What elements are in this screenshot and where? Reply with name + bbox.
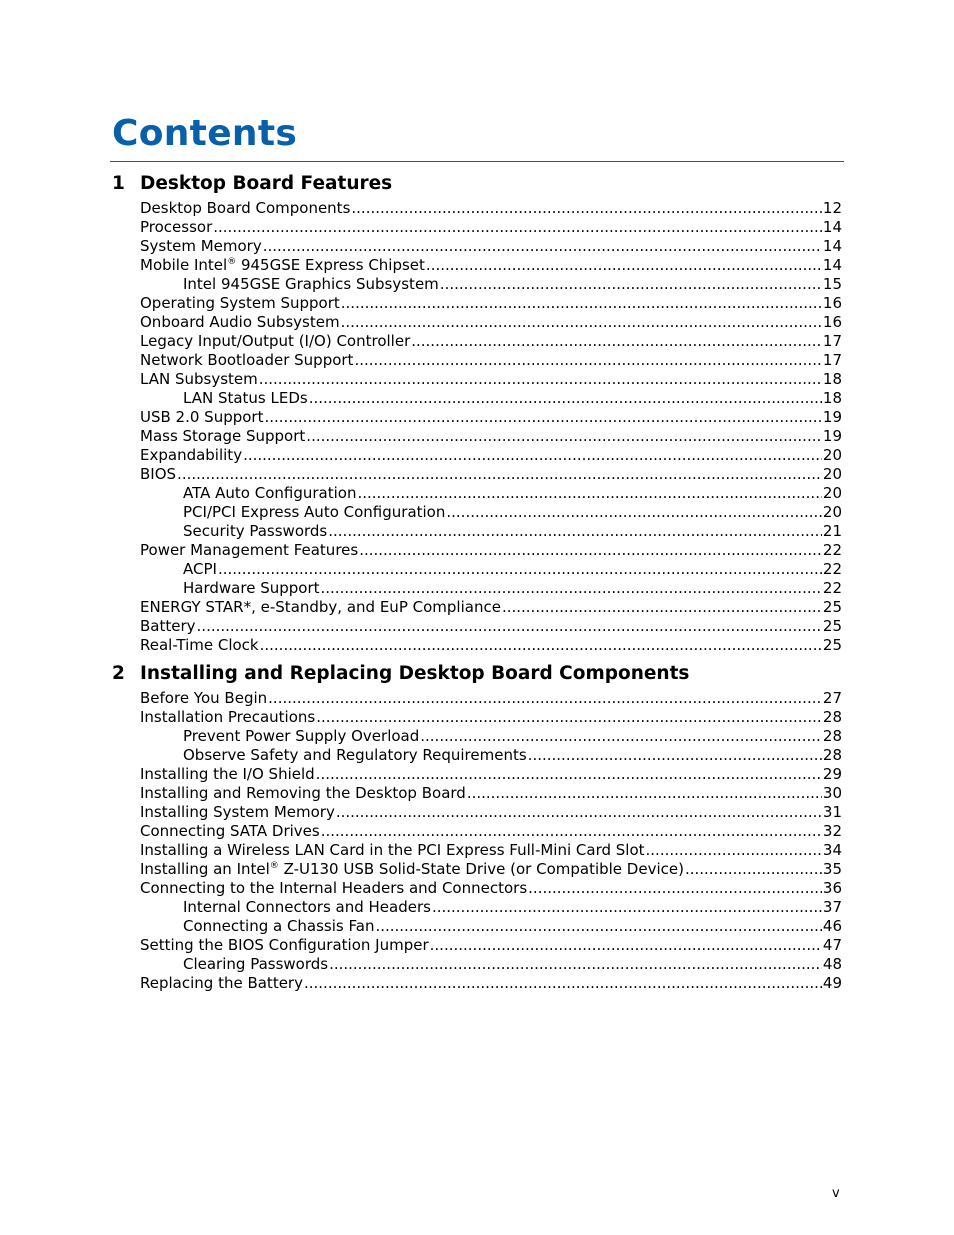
toc-entry[interactable] [183, 560, 842, 579]
toc-entry-page: 18 [822, 370, 842, 388]
toc-entry-page: 19 [822, 408, 842, 426]
toc-entry[interactable] [140, 256, 842, 275]
dot-leader [502, 598, 822, 617]
toc-entry-text: System Memory [140, 237, 262, 255]
dot-leader [316, 708, 822, 727]
toc-entry-text: Processor [140, 218, 213, 236]
dot-leader [218, 560, 822, 579]
toc-entry[interactable] [140, 598, 842, 617]
toc-entry-page: 20 [822, 446, 842, 464]
toc-entry-text: Battery [140, 617, 196, 635]
toc-entry-text: Replacing the Battery [140, 974, 303, 992]
dot-leader [264, 408, 821, 427]
toc-entry[interactable] [183, 389, 842, 408]
toc-entry-label [140, 237, 262, 256]
dot-leader [467, 784, 822, 803]
toc-entry-label [183, 560, 217, 579]
toc-entry[interactable] [140, 465, 842, 484]
toc-entry-label [140, 427, 305, 446]
toc-entry-label [140, 294, 340, 313]
toc-entry[interactable] [140, 879, 842, 898]
toc-entry-text: ATA Auto Configuration [183, 484, 357, 502]
toc-entry[interactable] [140, 784, 842, 803]
toc-entry-text: Legacy Input/Output (I/O) Controller [140, 332, 411, 350]
toc-entry-label [183, 898, 431, 917]
toc-entry[interactable] [140, 541, 842, 560]
toc-entry-page: 20 [822, 484, 842, 502]
toc-entry-page: 27 [822, 689, 842, 707]
dot-leader [432, 898, 822, 917]
toc-entry-label [140, 822, 320, 841]
toc-entry[interactable] [140, 765, 842, 784]
toc-entry-page: 47 [822, 936, 842, 954]
toc-entry-text: Network Bootloader Support [140, 351, 354, 369]
toc-entry-label [140, 446, 242, 465]
toc-entry[interactable] [140, 427, 842, 446]
toc-entry-page: 17 [822, 351, 842, 369]
toc-entry-label [183, 955, 328, 974]
chapter-heading[interactable] [112, 172, 842, 196]
toc-entry-text: Installation Precautions [140, 708, 316, 726]
toc-entry-label [140, 765, 315, 784]
dot-leader [336, 803, 822, 822]
dot-leader [309, 389, 822, 408]
toc-entry[interactable] [140, 351, 842, 370]
toc-entry[interactable] [140, 841, 842, 860]
toc-entry-page: 14 [822, 256, 842, 274]
toc-entry-label [183, 917, 374, 936]
toc-entry-text: Desktop Board Components [140, 199, 351, 217]
dot-leader [213, 218, 822, 237]
toc-entry-page: 25 [822, 636, 842, 654]
toc-entry[interactable] [140, 860, 842, 879]
toc-entry-text: BIOS [140, 465, 177, 483]
toc-entry-text: Real-Time Clock [140, 636, 259, 654]
page-title: Contents [112, 113, 298, 154]
toc-entry-page: 15 [822, 275, 842, 293]
toc-entry-text: Observe Safety and Regulatory Requirements [183, 746, 527, 764]
dot-leader [306, 427, 822, 446]
toc-entry-label [140, 617, 196, 636]
toc-entry-page: 30 [822, 784, 842, 802]
toc-entry-text: Connecting SATA Drives [140, 822, 320, 840]
toc-entry-text: Before You Begin [140, 689, 268, 707]
toc-entry[interactable] [140, 936, 842, 955]
toc-entry-label [140, 636, 259, 655]
dot-leader [321, 579, 822, 598]
dot-leader [263, 237, 822, 256]
toc-entry-label [183, 727, 419, 746]
chapter-title: Desktop Board Features [140, 173, 393, 194]
toc-entry-page: 20 [822, 503, 842, 521]
dot-leader [260, 636, 822, 655]
dot-leader [430, 936, 822, 955]
chapter-number: 1 [112, 173, 125, 194]
toc-entry-text: Intel 945GSE Graphics Subsystem [183, 275, 439, 293]
toc-entry-page: 19 [822, 427, 842, 445]
toc-entry-page: 28 [822, 746, 842, 764]
toc-entry[interactable] [140, 237, 842, 256]
dot-leader [328, 522, 822, 541]
dot-leader [420, 727, 822, 746]
toc-entry-text: Clearing Passwords [183, 955, 329, 973]
toc-entry-text: Operating System Support [140, 294, 340, 312]
dot-leader [268, 689, 822, 708]
toc-entry-text: 945GSE Express Chipset [236, 256, 425, 274]
toc-entry-label [183, 579, 320, 598]
toc-entry[interactable] [140, 689, 842, 708]
title-divider [110, 161, 844, 162]
toc-entry-label [140, 598, 501, 617]
toc-entry-text: Internal Connectors and Headers [183, 898, 431, 916]
toc-entry[interactable] [140, 803, 842, 822]
toc-entry-page: 22 [822, 560, 842, 578]
toc-entry-label [140, 803, 335, 822]
toc-entry[interactable] [183, 955, 842, 974]
registered-mark: ® [227, 257, 237, 267]
toc-entry[interactable] [183, 727, 842, 746]
toc-entry-text: LAN Subsystem [140, 370, 258, 388]
toc-entry-label [140, 689, 267, 708]
dot-leader [304, 974, 822, 993]
toc-entry-label [183, 275, 439, 294]
toc-entry-text: Connecting to the Internal Headers and Connectors [140, 879, 528, 897]
toc-entry-label [140, 332, 410, 351]
toc-entry-page: 16 [822, 313, 842, 331]
toc-entry[interactable] [183, 522, 842, 541]
toc-entry-label [140, 218, 212, 237]
dot-leader [321, 822, 822, 841]
toc-entry[interactable] [183, 746, 842, 765]
toc-entry-label [140, 313, 340, 332]
toc-entry-label [183, 522, 327, 541]
registered-mark: ® [269, 861, 279, 871]
dot-leader [685, 860, 822, 879]
toc-entry[interactable] [140, 313, 842, 332]
toc-entry[interactable] [140, 708, 842, 727]
dot-leader [375, 917, 821, 936]
dot-leader [351, 199, 822, 218]
toc-entry-label [183, 503, 445, 522]
toc-entry-page: 34 [822, 841, 842, 859]
toc-entry[interactable] [183, 579, 842, 598]
toc-entry-page: 28 [822, 708, 842, 726]
toc-entry-text: Installing System Memory [140, 803, 335, 821]
toc-entry[interactable] [140, 408, 842, 427]
dot-leader [259, 370, 822, 389]
toc-entry[interactable] [183, 898, 842, 917]
toc-entry-label [140, 465, 176, 484]
toc-entry-page: 28 [822, 727, 842, 745]
dot-leader [528, 746, 822, 765]
toc-entry[interactable] [183, 503, 842, 522]
toc-entry-page: 14 [822, 237, 842, 255]
toc-entry-label [140, 541, 358, 560]
dot-leader [243, 446, 822, 465]
dot-leader [528, 879, 822, 898]
toc-entry-label [140, 879, 527, 898]
toc-entry-text: Security Passwords [183, 522, 328, 540]
toc-entry[interactable] [140, 370, 842, 389]
toc-entry[interactable] [140, 822, 842, 841]
dot-leader [341, 294, 822, 313]
dot-leader [411, 332, 822, 351]
toc-entry-page: 22 [822, 541, 842, 559]
dot-leader [359, 541, 822, 560]
toc-entry-text: Prevent Power Supply Overload [183, 727, 420, 745]
toc-entry-text: ENERGY STAR*, e-Standby, and EuP Compliance [140, 598, 501, 616]
toc-entry-label [140, 974, 303, 993]
toc-entry-label [140, 408, 263, 427]
toc-entry-label [140, 351, 353, 370]
dot-leader [354, 351, 821, 370]
toc-entry-page: 29 [822, 765, 842, 783]
dot-leader [646, 841, 822, 860]
toc-entry[interactable] [140, 294, 842, 313]
toc-entry[interactable] [183, 917, 842, 936]
chapter-number: 2 [112, 663, 125, 684]
toc-entry-label [140, 370, 258, 389]
dot-leader [357, 484, 821, 503]
toc-entry-text: USB 2.0 Support [140, 408, 264, 426]
toc-entry-page: 35 [822, 860, 842, 878]
toc-entry-label [183, 746, 527, 765]
toc-entry[interactable] [183, 484, 842, 503]
toc-entry-label [140, 784, 466, 803]
toc-entry-text: Installing the I/O Shield [140, 765, 315, 783]
toc-entry-page: 46 [822, 917, 842, 935]
dot-leader [177, 465, 822, 484]
toc-entry[interactable] [140, 636, 842, 655]
toc-entry-page: 22 [822, 579, 842, 597]
toc-entry-page: 17 [822, 332, 842, 350]
toc-entry-label [183, 484, 356, 503]
toc-entry[interactable] [140, 332, 842, 351]
toc-entry-page: 14 [822, 218, 842, 236]
toc-entry[interactable] [140, 617, 842, 636]
toc-entry[interactable] [183, 275, 842, 294]
toc-entry-label [140, 841, 645, 860]
toc-entry-text: Installing a Wireless LAN Card in the PCI Express Full-Mini Card Slot [140, 841, 645, 859]
page-number: v [832, 1186, 840, 1201]
toc-entry-text: Z-U130 USB Solid-State Drive (or Compatible Device) [278, 860, 684, 878]
toc-entry-text: Power Management Features [140, 541, 359, 559]
toc-entry-text: Connecting a Chassis Fan [183, 917, 375, 935]
toc-entry-page: 32 [822, 822, 842, 840]
toc-entry-text: Setting the BIOS Configuration Jumper [140, 936, 429, 954]
toc-entry-text: Installing an Intel [140, 860, 270, 878]
toc-entry-label [140, 936, 429, 955]
dot-leader [426, 256, 822, 275]
dot-leader [316, 765, 822, 784]
toc-entry-label [183, 389, 308, 408]
toc-entry[interactable] [140, 974, 842, 993]
toc-entry-label [140, 708, 315, 727]
toc-entry-page: 49 [822, 974, 842, 992]
dot-leader [329, 955, 822, 974]
toc-entry-page: 21 [822, 522, 842, 540]
toc-entry-page: 25 [822, 598, 842, 616]
toc-entry-label [140, 256, 425, 275]
toc-entry-text: LAN Status LEDs [183, 389, 308, 407]
toc-entry-page: 12 [822, 199, 842, 217]
toc-entry-page: 36 [822, 879, 842, 897]
toc-entry-page: 16 [822, 294, 842, 312]
toc-entry[interactable] [140, 446, 842, 465]
toc-entry-text: Mobile Intel [140, 256, 228, 274]
dot-leader [341, 313, 822, 332]
dot-leader [446, 503, 822, 522]
toc-entry-text: Mass Storage Support [140, 427, 306, 445]
toc-entry-text: Expandability [140, 446, 243, 464]
toc-entry-page: 31 [822, 803, 842, 821]
toc-entry-text: Hardware Support [183, 579, 320, 597]
chapter-heading[interactable] [112, 662, 842, 686]
toc-entry-page: 37 [822, 898, 842, 916]
toc-entry[interactable] [140, 199, 842, 218]
toc-entry[interactable] [140, 218, 842, 237]
toc-entry-label [140, 199, 350, 218]
dot-leader [197, 617, 822, 636]
chapter-title: Installing and Replacing Desktop Board Components [140, 663, 690, 684]
toc-entry-page: 48 [822, 955, 842, 973]
toc-entry-label [140, 860, 684, 879]
toc-entry-page: 20 [822, 465, 842, 483]
dot-leader [440, 275, 822, 294]
toc-entry-text: PCI/PCI Express Auto Configuration [183, 503, 446, 521]
toc-entry-text: ACPI [183, 560, 217, 578]
toc-entry-text: Onboard Audio Subsystem [140, 313, 340, 331]
toc-entry-page: 25 [822, 617, 842, 635]
toc-entry-text: Installing and Removing the Desktop Board [140, 784, 466, 802]
toc-entry-page: 18 [822, 389, 842, 407]
